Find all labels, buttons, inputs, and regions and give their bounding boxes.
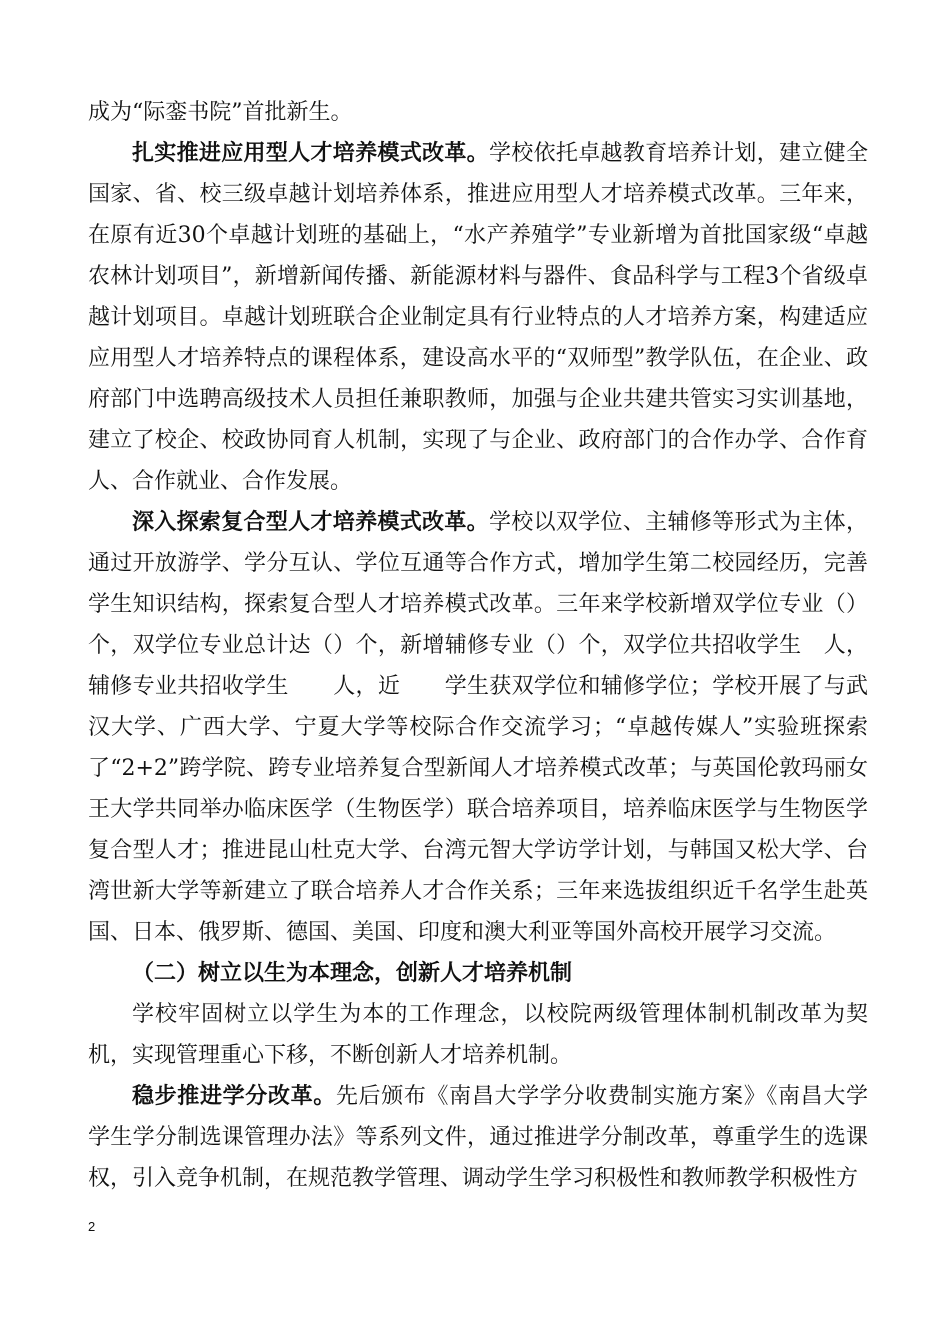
paragraph-student-centered [88,994,868,1076]
paragraph-text: 先后颁布《南昌大学学分收费制实施方案》《南昌大学学生学分制选课管理办法》等系列文件，通过推进学分制改革，尊重学生的选课权，引入竞争机制，在规范教学管理、调动学生学习积极性和教师教学积极性方 [88,1084,868,1191]
paragraph-compound-talent-reform [88,502,868,953]
paragraph-lead: 扎实推进应用型人才培养模式改革。 [132,140,489,166]
paragraph-credit-reform [88,1076,868,1199]
paragraph-lead: 深入探索复合型人才培养模式改革。 [132,509,489,535]
section-heading-text: （二）树立以生为本理念，创新人才培养机制 [132,960,573,986]
paragraph-lead: 稳步推进学分改革。 [132,1083,336,1109]
paragraph-text: 学校依托卓越教育培养计划，建立健全国家、省、校三级卓越计划培养体系，推进应用型人才培养模式改革。三年来，在原有近30个卓越计划班的基础上，“水产养殖学”专业新增为首批国家级“卓越农林计划项目”，新增新闻传播、新能源材料与器件、食品科学与工程3个省级卓越计划项目。卓越计划班联合企业制定具有行业特点的人才培养方案，构建适应应用型人才培养特点的课程体系，建设高水平的“双师型”教学队伍，在企业、政府部门中选聘高级技术人员担任兼职教师，加强与企业共建共管实习实训基地，建立了校企、校政协同育人机制，实现了与企业、政府部门的合作办学、合作育人、合作就业、合作发展。 [88,141,868,494]
page-number: 2 [88,1219,96,1234]
paragraph-text: 成为“际銮书院”首批新生。 [88,100,353,125]
section-heading [88,953,868,994]
paragraph-text: 学校牢固树立以学生为本的工作理念，以校院两级管理体制机制改革为契机，实现管理重心下移，不断创新人才培养机制。 [88,1002,868,1068]
paragraph-continuation [88,92,868,133]
document-page [88,92,868,1199]
paragraph-applied-talent-reform [88,133,868,502]
paragraph-text: 学校以双学位、主辅修等形式为主体，通过开放游学、学分互认、学位互通等合作方式，增加学生第二校园经历，完善学生知识结构，探索复合型人才培养模式改革。三年来学校新增双学位专业（）个，双学位专业总计达（）个，新增辅修专业（）个，双学位共招收学生 人，辅修专业共招收学生 人，近 学生获双学位和辅修学位；学校开展了与武汉大学、广西大学、宁夏大学等校际合作交流学习；“卓越传媒人”实验班探索了“2+2”跨学院、跨专业培养复合型新闻人才培养模式改革；与英国伦敦玛丽女王大学共同举办临床医学（生物医学）联合培养项目，培养临床医学与生物医学复合型人才；推进昆山杜克大学、台湾元智大学访学计划，与韩国又松大学、台湾世新大学等新建立了联合培养人才合作关系；三年来选拔组织近千名学生赴英国、日本、俄罗斯、德国、美国、印度和澳大利亚等国外高校开展学习交流。 [88,510,868,945]
